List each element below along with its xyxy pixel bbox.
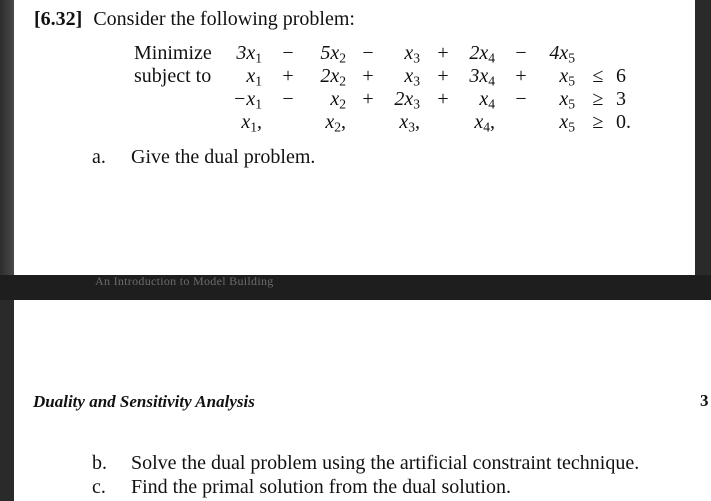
lp-cell-r2-c0 <box>233 88 262 110</box>
lp-cell-r3-c6 <box>474 111 495 133</box>
lp-cell-r2-c2 <box>330 88 346 110</box>
constraint-label: subject to <box>134 65 212 87</box>
variable-term: −x <box>232 88 256 110</box>
variable-term: 4x <box>549 42 569 64</box>
variable-term: x <box>474 111 484 133</box>
part-c-label: c. <box>92 476 106 498</box>
variable-term: 3x <box>236 42 256 64</box>
variable-subscript: 3 <box>408 119 415 135</box>
lp-cell-r1-c8 <box>559 65 575 87</box>
lp-cell-r2-c6 <box>479 88 495 110</box>
variable-subscript: 3 <box>413 96 420 112</box>
variable-subscript: 4 <box>488 50 495 66</box>
variable-subscript: 2 <box>339 73 346 89</box>
lp-cell-r3-c2 <box>325 111 346 133</box>
variable-subscript: 5 <box>568 50 575 66</box>
variable-subscript: 1 <box>255 50 262 66</box>
lp-cell-r3-c4 <box>399 111 420 133</box>
variable-subscript: 1 <box>250 119 257 135</box>
lp-cell-r2-c1: − <box>282 88 294 110</box>
variable-subscript: 1 <box>255 96 262 112</box>
lp-cell-r2-c10: 3 <box>616 88 626 110</box>
lp-cell-r2-c8 <box>559 88 575 110</box>
scan-edge-left <box>0 0 14 275</box>
lp-cell-r1-c10: 6 <box>616 65 626 87</box>
lp-cell-r0-c4 <box>404 42 420 64</box>
page-number: 3 <box>700 391 709 410</box>
lp-cell-r3-c9: ≥ <box>592 111 604 133</box>
lp-cell-r2-c3: + <box>362 88 374 110</box>
variable-term: x <box>559 65 569 87</box>
lp-cell-r1-c3: + <box>362 65 374 87</box>
lp-cell-r1-c0 <box>246 65 262 87</box>
part-a-text: Give the dual problem. <box>131 146 316 168</box>
lp-cell-r1-c6 <box>469 65 495 87</box>
variable-comma: , <box>257 111 262 133</box>
lp-cell-r2-c5: + <box>437 88 449 110</box>
lp-cell-r1-c2 <box>320 65 346 87</box>
problem-header <box>34 8 355 30</box>
problem-intro: Consider the following problem: <box>93 8 355 30</box>
scan-edge-right <box>695 0 711 275</box>
variable-comma: , <box>341 111 346 133</box>
variable-term: x <box>325 111 335 133</box>
variable-term: x <box>559 111 569 133</box>
lp-cell-r0-c3: − <box>362 42 374 64</box>
variable-subscript: 2 <box>334 119 341 135</box>
lp-cell-r0-c2 <box>320 42 346 64</box>
variable-term: x <box>404 65 414 87</box>
variable-subscript: 2 <box>339 96 346 112</box>
variable-term: 2x <box>469 42 489 64</box>
variable-term: x <box>479 88 489 110</box>
lp-cell-r3-c10: 0. <box>616 111 631 133</box>
lp-cell-r1-c7: + <box>515 65 527 87</box>
variable-subscript: 5 <box>568 96 575 112</box>
faded-header: An Introduction to Model Building <box>95 274 274 288</box>
variable-term: x <box>246 65 256 87</box>
lp-cell-r2-c9: ≥ <box>592 88 604 110</box>
variable-term: x <box>241 111 251 133</box>
variable-subscript: 1 <box>255 73 262 89</box>
part-c-text: Find the primal solution from the dual solution. <box>131 476 511 498</box>
part-b-text: Solve the dual problem using the artificial constraint technique. <box>131 452 640 474</box>
variable-subscript: 2 <box>339 50 346 66</box>
part-b-label: b. <box>92 452 107 474</box>
variable-term: 3x <box>469 65 489 87</box>
lp-cell-r3-c0 <box>241 111 262 133</box>
variable-subscript: 3 <box>413 73 420 89</box>
variable-comma: , <box>415 111 420 133</box>
lp-cell-r2-c4 <box>394 88 420 110</box>
variable-subscript: 4 <box>488 96 495 112</box>
variable-term: 2x <box>320 65 340 87</box>
scan-edge-left-bottom <box>0 300 14 501</box>
variable-term: 2x <box>394 88 414 110</box>
variable-comma: , <box>490 111 495 133</box>
lp-cell-r3-c8 <box>559 111 575 133</box>
lp-cell-r1-c9: ≤ <box>592 65 604 87</box>
variable-term: 5x <box>320 42 340 64</box>
part-a-label: a. <box>92 146 106 168</box>
lp-cell-r0-c1: − <box>282 42 294 64</box>
variable-subscript: 5 <box>568 73 575 89</box>
problem-number: [6.32] <box>34 8 83 30</box>
variable-term: x <box>330 88 340 110</box>
lp-cell-r0-c5: + <box>437 42 449 64</box>
lp-cell-r0-c7: − <box>515 42 527 64</box>
variable-term: x <box>399 111 409 133</box>
lp-cell-r2-c7: − <box>515 88 527 110</box>
lp-cell-r1-c1: + <box>282 65 294 87</box>
running-header-title: Duality and Sensitivity Analysis <box>33 392 255 411</box>
variable-term: x <box>404 42 414 64</box>
lp-cell-r1-c4 <box>404 65 420 87</box>
page-scan-top <box>14 0 695 275</box>
lp-cell-r0-c8 <box>549 42 575 64</box>
variable-subscript: 4 <box>483 119 490 135</box>
lp-cell-r0-c0 <box>236 42 262 64</box>
objective-label: Minimize <box>134 42 212 64</box>
lp-cell-r1-c5: + <box>437 65 449 87</box>
variable-subscript: 3 <box>413 50 420 66</box>
lp-cell-r0-c6 <box>469 42 495 64</box>
variable-subscript: 5 <box>568 119 575 135</box>
variable-term: x <box>559 88 569 110</box>
variable-subscript: 4 <box>488 73 495 89</box>
